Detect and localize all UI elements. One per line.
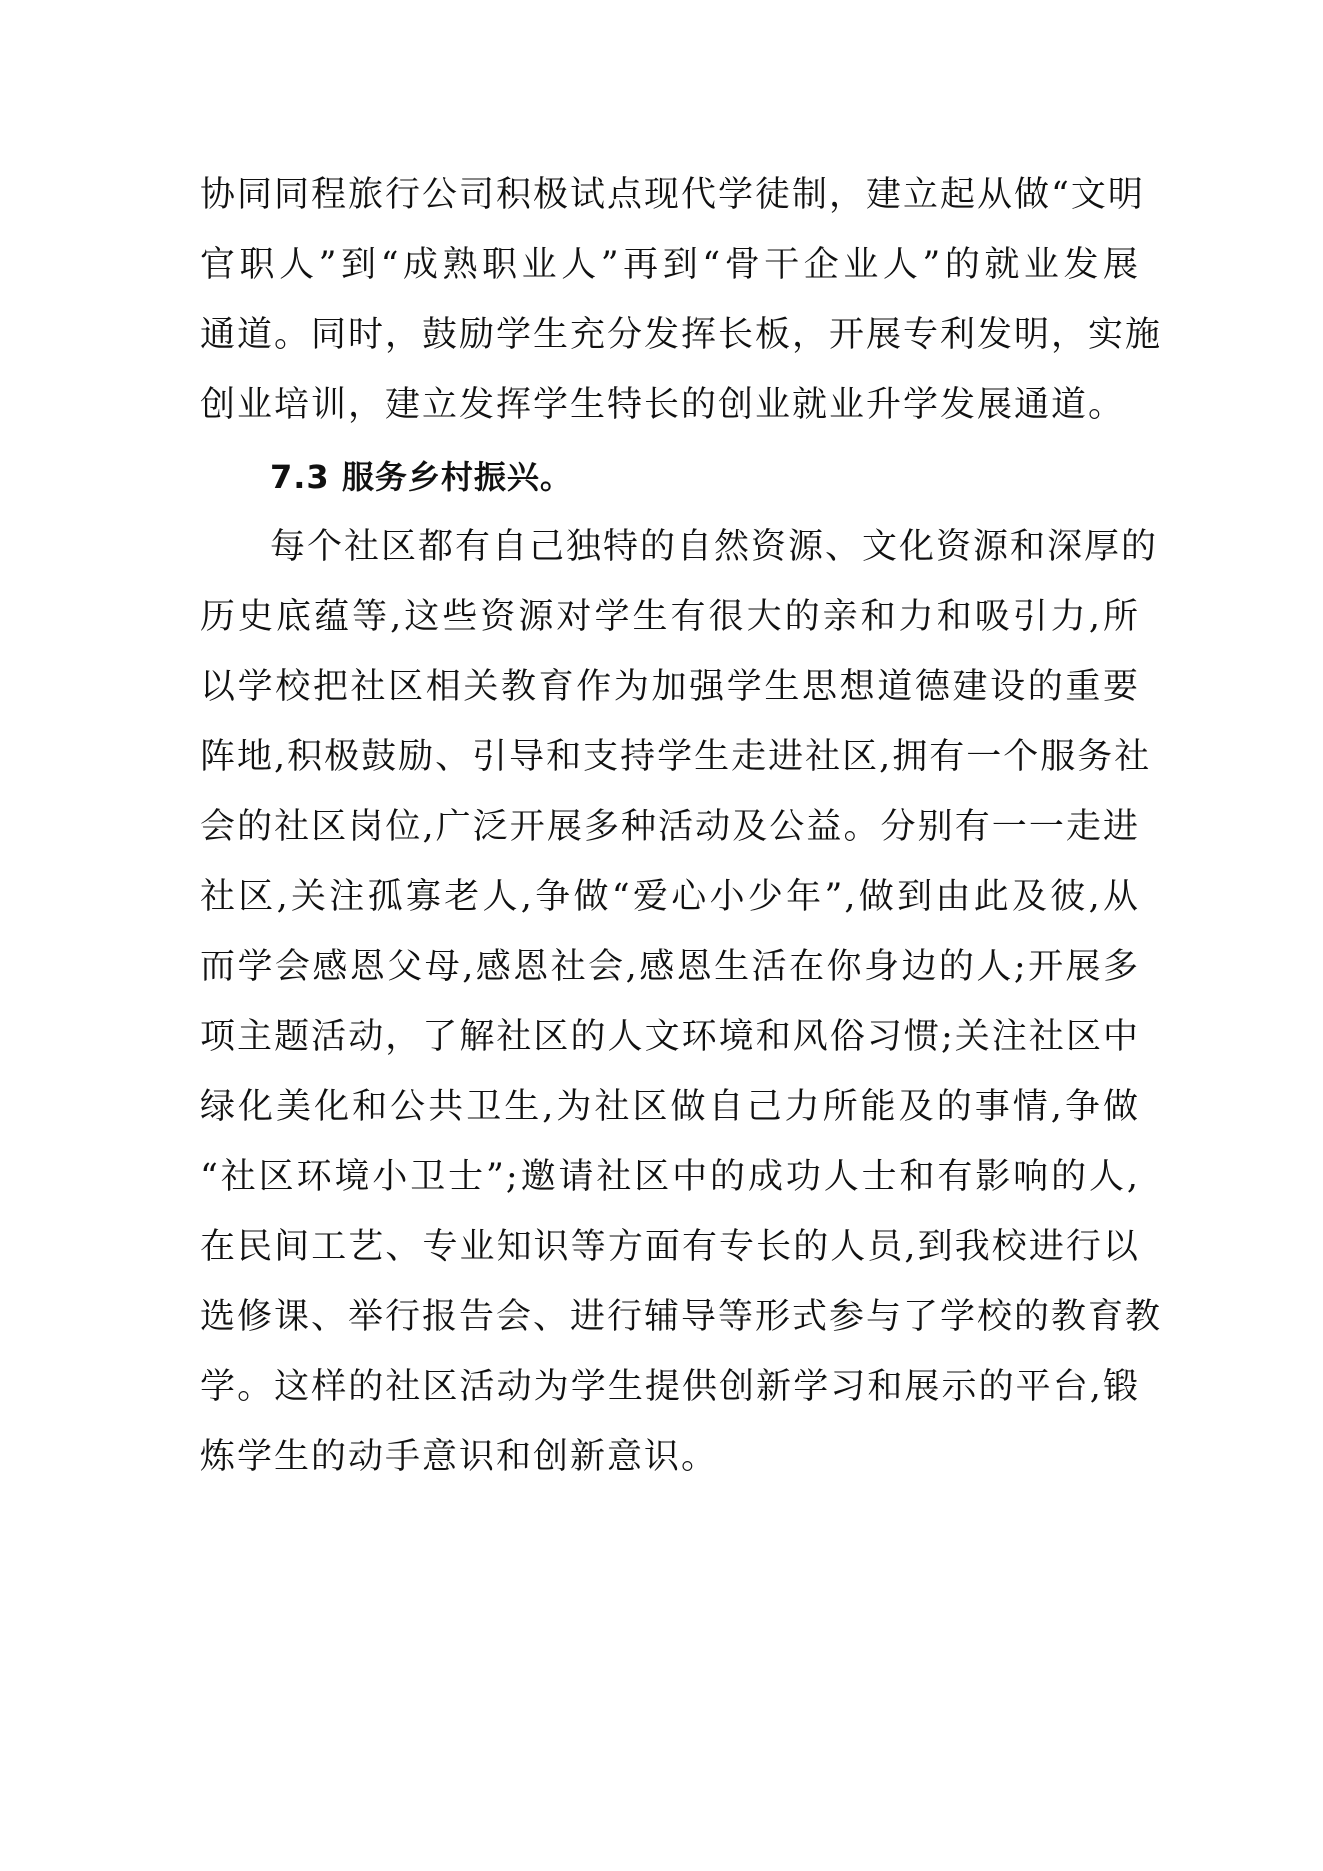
paragraph-2-line: 项主题活动，了解社区的人文环境和风俗习惯;关注社区中	[200, 1017, 1140, 1057]
paragraph-1-line: 协同同程旅行公司积极试点现代学徒制，建立起从做“文明	[200, 175, 1145, 215]
paragraph-2	[200, 512, 1163, 1492]
paragraph-1-line: 官职人”到“成熟职业人”再到“骨干企业人”的就业发展	[200, 245, 1140, 285]
paragraph-1	[200, 160, 1163, 440]
paragraph-1-line: 创业培训，建立发挥学生特长的创业就业升学发展通道。	[200, 385, 1126, 425]
paragraph-1-line: 通道。同时，鼓励学生充分发挥长板，开展专利发明，实施	[200, 315, 1163, 355]
paragraph-2-line: 以学校把社区相关教育作为加强学生思想道德建设的重要	[200, 667, 1140, 707]
paragraph-2-line: 阵地,积极鼓励、引导和支持学生走进社区,拥有一个服务社	[200, 737, 1152, 777]
paragraph-2-line: “社区环境小卫士”;邀请社区中的成功人士和有影响的人,	[200, 1157, 1140, 1197]
paragraph-2-line: 每个社区都有自己独特的自然资源、文化资源和深厚的	[270, 527, 1159, 567]
paragraph-2-line: 绿化美化和公共卫生,为社区做自己力所能及的事情,争做	[200, 1087, 1140, 1127]
paragraph-2-line: 社区,关注孤寡老人,争做“爱心小少年”,做到由此及彼,从	[200, 877, 1140, 917]
paragraph-2-line: 炼学生的动手意识和创新意识。	[200, 1437, 719, 1477]
paragraph-2-line: 历史底蕴等,这些资源对学生有很大的亲和力和吸引力,所	[200, 597, 1140, 637]
paragraph-2-line: 选修课、举行报告会、进行辅导等形式参与了学校的教育教	[200, 1297, 1163, 1337]
paragraph-2-line: 会的社区岗位,广泛开展多种活动及公益。分别有一一走进	[200, 807, 1140, 847]
paragraph-2-line: 在民间工艺、专业知识等方面有专长的人员,到我校进行以	[200, 1227, 1140, 1267]
paragraph-2-line: 学。这样的社区活动为学生提供创新学习和展示的平台,锻	[200, 1367, 1140, 1407]
paragraph-2-line: 而学会感恩父母,感恩社会,感恩生活在你身边的人;开展多	[200, 947, 1140, 987]
section-heading: 7.3 服务乡村振兴。	[270, 458, 573, 496]
